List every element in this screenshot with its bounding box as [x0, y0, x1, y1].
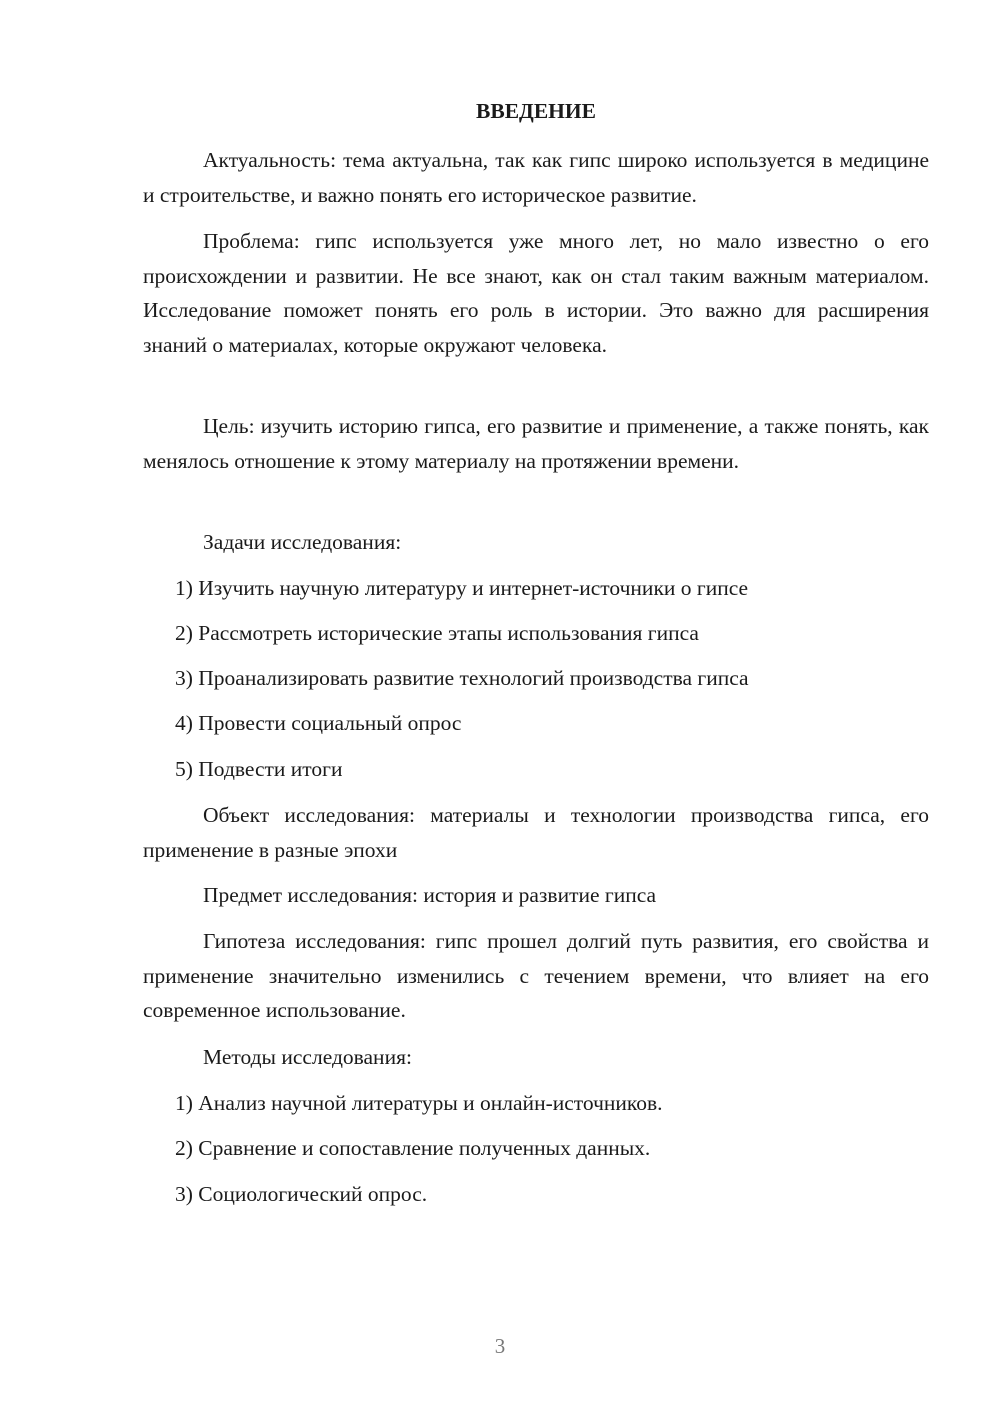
method-item: 3) Социологический опрос. [175, 1182, 428, 1206]
goal-paragraph: Цель: изучить историю гипса, его развитие и применение, а также понять, как менялось отношение к этому материалу на протяжении времени. [143, 414, 929, 473]
method-item: 1) Анализ научной литературы и онлайн-источников. [175, 1091, 663, 1115]
task-item: 2) Рассмотреть исторические этапы использования гипса [175, 621, 699, 645]
subject-paragraph: Предмет исследования: история и развитие гипса [203, 883, 657, 907]
tasks-title: Задачи исследования: [203, 530, 402, 554]
task-item: 4) Провести социальный опрос [175, 711, 462, 735]
hypothesis-paragraph: Гипотеза исследования: гипс прошел долгий путь развития, его свойства и применение значительно изменились с течением времени, что влияет на его современное использование. [143, 929, 929, 1022]
page-number: 3 [494, 1334, 506, 1358]
methods-title: Методы исследования: [203, 1045, 412, 1069]
task-item: 1) Изучить научную литературу и интернет-источники о гипсе [175, 576, 749, 600]
problem-paragraph: Проблема: гипс используется уже много лет, но мало известно о его происхождении и развитии. Не все знают, как он стал таким важным материалом. Исследование поможет понять его роль в истории. Это важно для расширения знаний о материалах, которые окружают человека. [143, 229, 929, 357]
task-item: 5) Подвести итоги [175, 757, 343, 781]
object-paragraph: Объект исследования: материалы и технологии производства гипса, его применение в разные эпохи [143, 803, 929, 862]
section-heading: ВВЕДЕНИЕ [476, 99, 596, 123]
task-item: 3) Проанализировать развитие технологий производства гипса [175, 666, 749, 690]
relevance-paragraph: Актуальность: тема актуальна, так как гипс широко используется в медицине и строительстве, и важно понять его историческое развитие. [143, 148, 929, 207]
method-item: 2) Сравнение и сопоставление полученных данных. [175, 1136, 651, 1160]
